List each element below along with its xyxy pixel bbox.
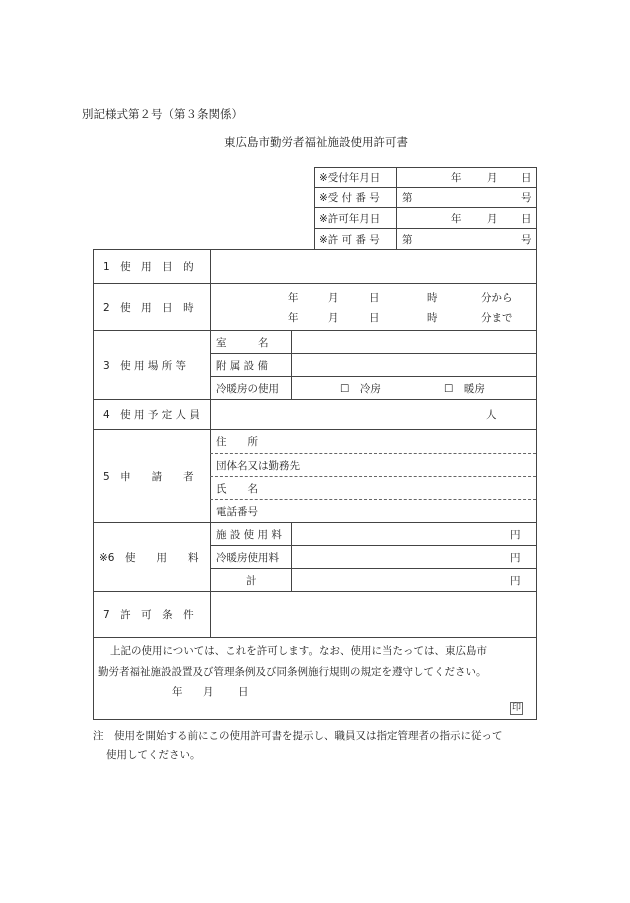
- equipment-label: 附 属 設 備: [216, 359, 269, 372]
- approval-year: 年: [172, 686, 183, 698]
- address-label: 住 所: [216, 436, 258, 448]
- receipt-date-label: ※受付年月日: [319, 172, 381, 184]
- permit-year: 年: [451, 212, 462, 225]
- note-line-2: 使用してください。: [106, 749, 201, 761]
- facility-fee-unit: 円: [510, 528, 521, 541]
- permit-number-label: ※許 可 番 号: [319, 233, 380, 246]
- people-label: 4 使 用 予 定 人 員: [103, 409, 200, 421]
- conditions-label: 7 許 可 条 件: [103, 609, 194, 621]
- permit-date-label: ※許可年月日: [319, 212, 381, 225]
- to-minute: 分まで: [481, 311, 513, 324]
- facility-fee-label: 施 設 使 用 料: [216, 528, 282, 541]
- to-day: 日: [369, 311, 380, 324]
- cooling-checkbox[interactable]: ☐ 冷房: [340, 382, 381, 395]
- receipt-no-prefix: 第: [402, 192, 413, 204]
- approval-line-2: 勤労者福祉施設設置及び管理条例及び同条例施行規則の規定を遵守してください。: [98, 666, 487, 678]
- to-month: 月: [328, 311, 339, 324]
- from-day: 日: [369, 291, 380, 304]
- from-minute: 分から: [481, 291, 513, 304]
- approval-line-1: 上記の使用については、これを許可します。なお、使用に当たっては、東広島市: [110, 645, 487, 657]
- approval-day: 日: [238, 686, 249, 698]
- heating-checkbox[interactable]: ☐ 暖房: [444, 382, 485, 395]
- to-hour: 時: [427, 311, 438, 324]
- aircon-fee-unit: 円: [510, 551, 521, 564]
- total-label: 計: [246, 574, 257, 587]
- applicant-label: 5 申 請 者: [103, 470, 194, 483]
- place-label: 3 使 用 場 所 等: [103, 359, 187, 372]
- aircon-fee-label: 冷暖房使用料: [216, 551, 279, 564]
- permit-no-prefix: 第: [402, 233, 413, 246]
- seal-stamp: 印: [512, 703, 522, 713]
- permit-day: 日: [521, 212, 532, 225]
- datetime-label: 2 使 用 日 時: [103, 301, 194, 314]
- room-label: 室 名: [216, 336, 269, 349]
- fee-label: ※6 使 用 料: [99, 551, 199, 564]
- to-year: 年: [288, 311, 299, 324]
- note-line-1: 注 使用を開始する前にこの使用許可書を提示し、職員又は指定管理者の指示に従って: [93, 730, 503, 742]
- permit-no-suffix: 号: [521, 233, 532, 246]
- receipt-day: 日: [521, 172, 532, 184]
- approval-month: 月: [203, 686, 214, 698]
- receipt-month: 月: [487, 172, 498, 184]
- from-month: 月: [328, 291, 339, 304]
- aircon-label: 冷暖房の使用: [216, 382, 279, 395]
- page-title: 東広島市勤労者福祉施設使用許可書: [224, 135, 408, 149]
- receipt-no-suffix: 号: [521, 192, 532, 204]
- from-year: 年: [288, 291, 299, 304]
- organization-label: 団体名又は勤務先: [216, 459, 300, 472]
- receipt-number-label: ※受 付 番 号: [319, 192, 380, 204]
- form-reference: 別記様式第２号（第３条関係）: [82, 107, 243, 121]
- phone-label: 電話番号: [216, 505, 258, 518]
- receipt-year: 年: [451, 172, 462, 184]
- purpose-label: 1 使 用 目 的: [103, 261, 194, 273]
- permit-month: 月: [487, 212, 498, 225]
- total-unit: 円: [510, 574, 521, 587]
- from-hour: 時: [427, 291, 438, 304]
- people-unit: 人: [486, 409, 497, 421]
- name-label: 氏 名: [216, 482, 258, 495]
